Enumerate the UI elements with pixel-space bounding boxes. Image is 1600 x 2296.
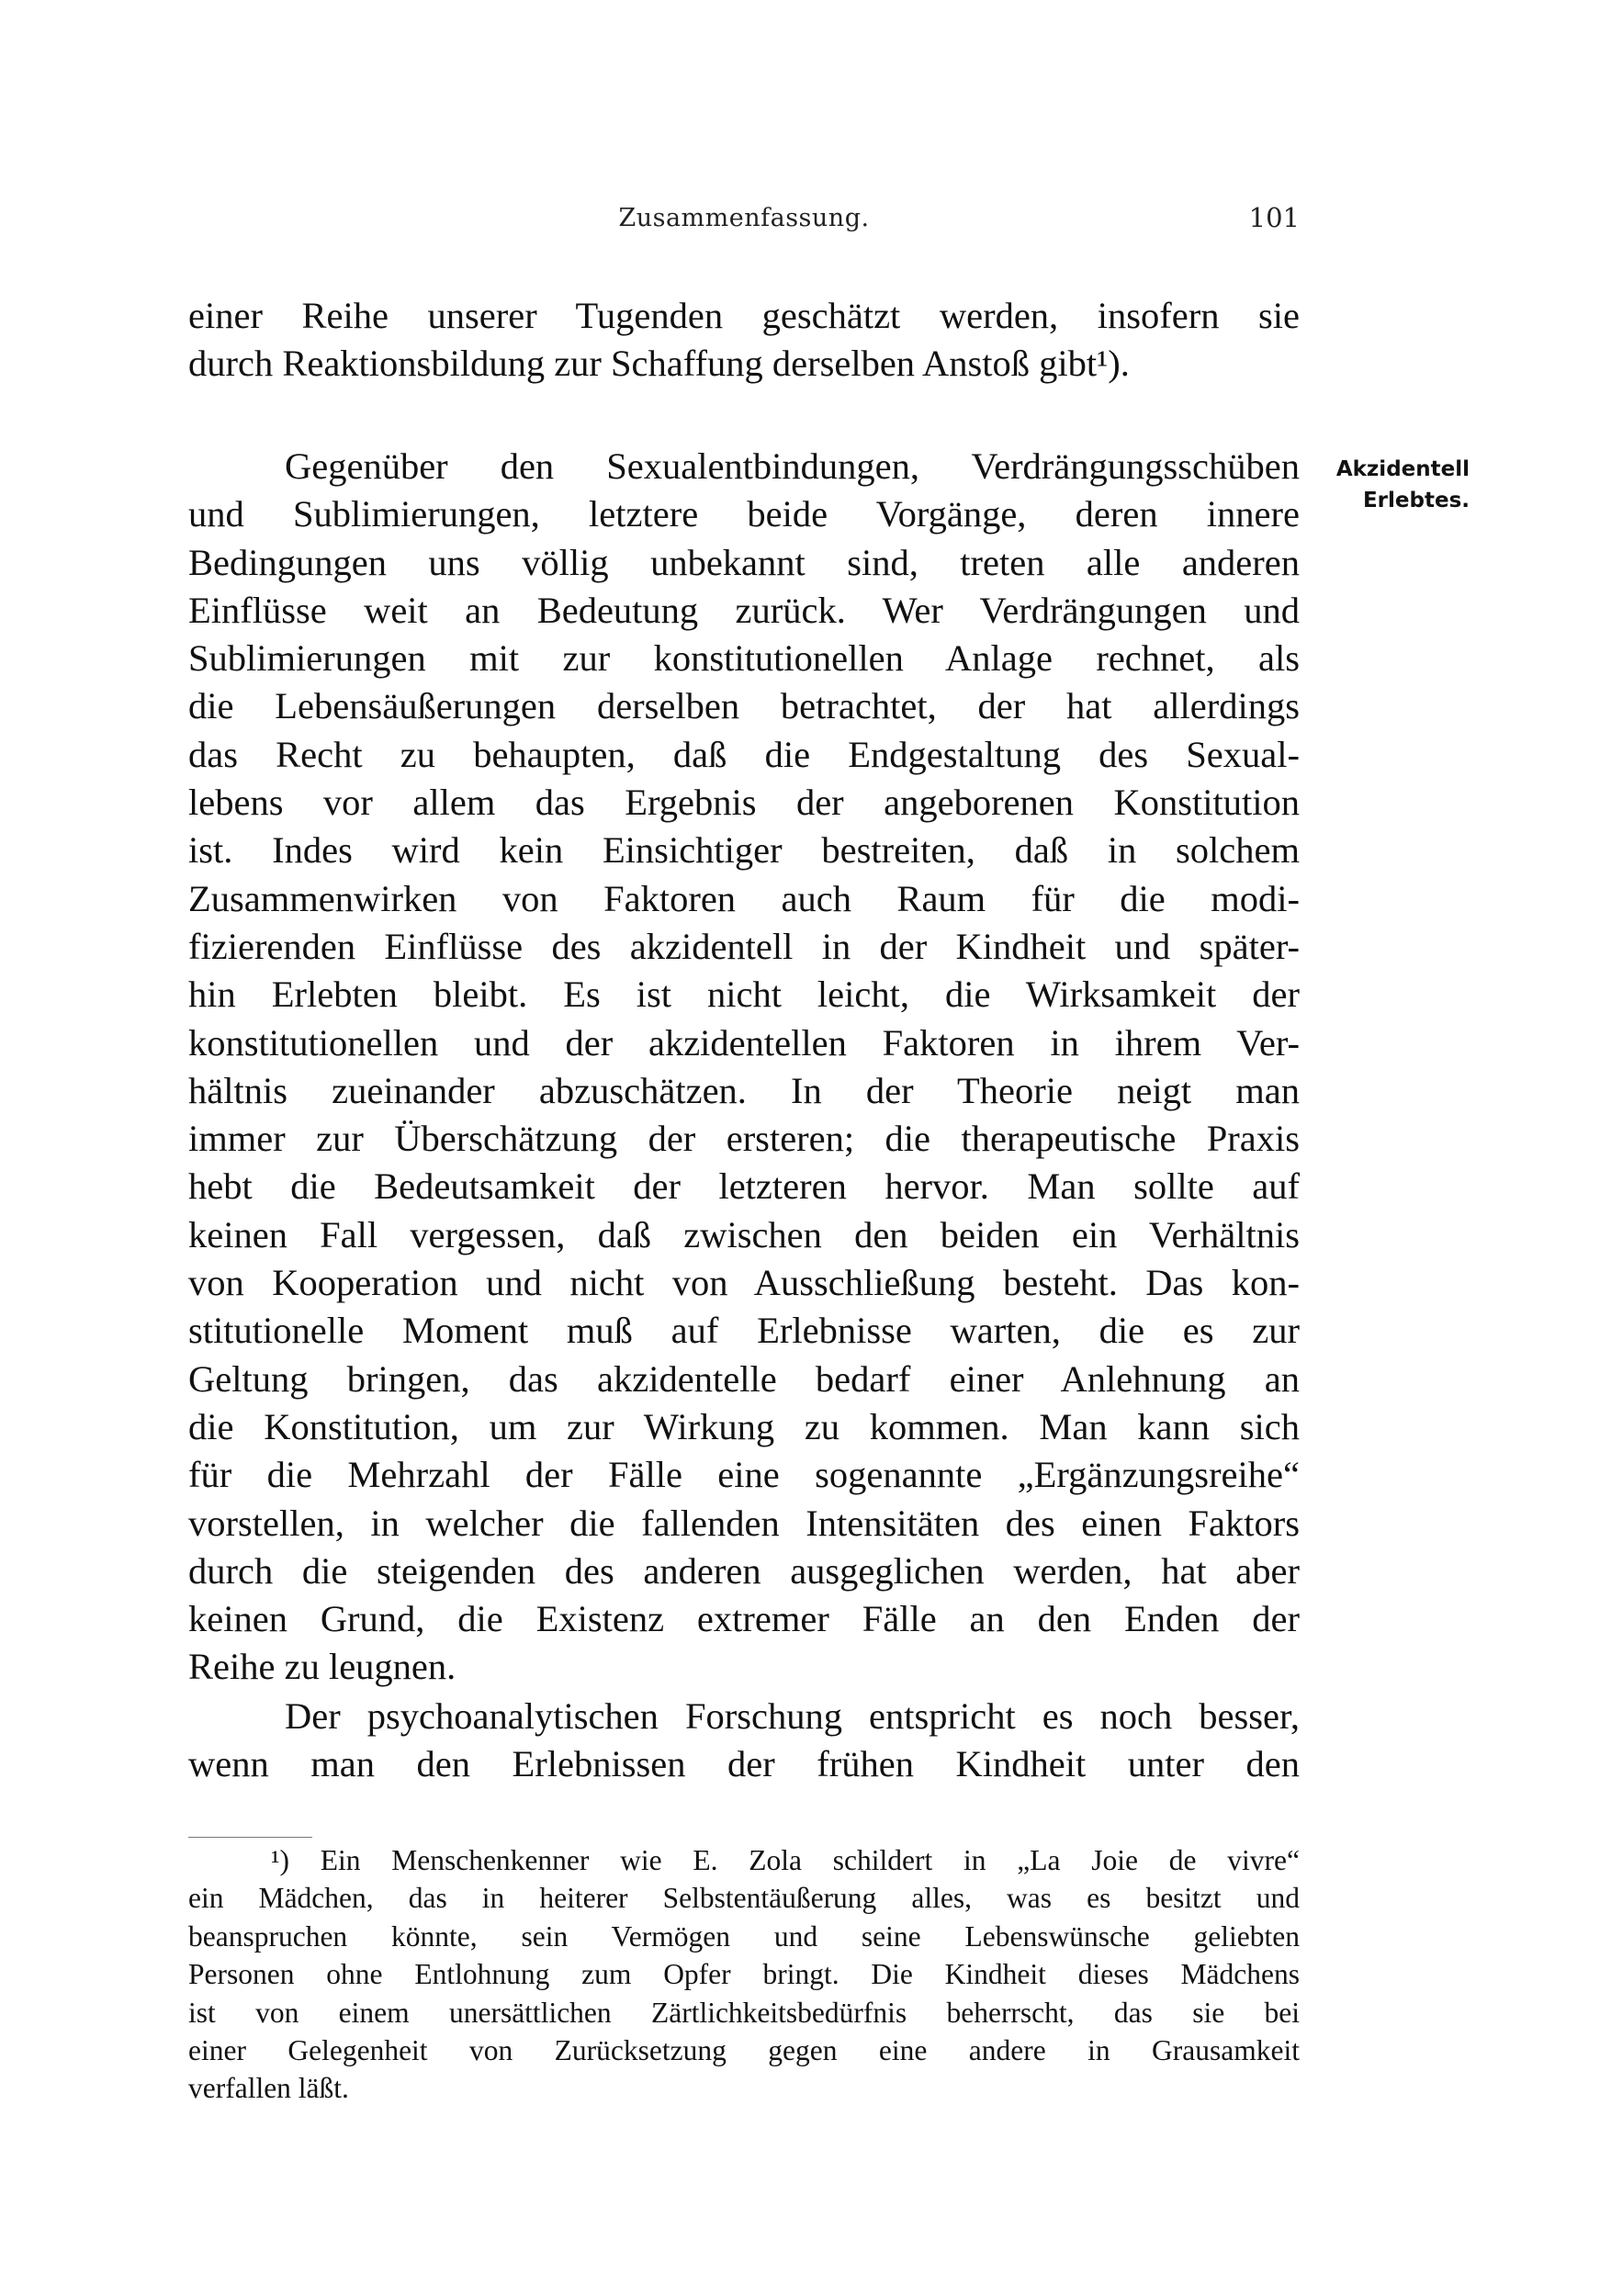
text-line: für die Mehrzahl der Fälle eine sogenannte „Ergänzungsreihe“ [188,1454,1300,1496]
text-line: Reihe zu leugnen. [188,1646,456,1688]
text-line: Der psychoanalytischen Forschung entspricht es noch besser, [285,1695,1300,1737]
text-line: stitutionelle Moment muß auf Erlebnisse warten, die es zur [188,1310,1300,1352]
paragraph-3 [188,1693,1300,1789]
paragraph-2 [188,443,1300,1692]
text-line: Gegenüber den Sexualentbindungen, Verdrängungsschüben [285,445,1300,487]
text-line: immer zur Überschätzung der ersteren; die therapeutische Praxis [188,1118,1300,1160]
text-line: Bedingungen uns völlig unbekannt sind, treten alle anderen [188,541,1300,583]
text-line: hebt die Bedeutsamkeit der letzteren hervor. Man sollte auf [188,1165,1300,1208]
text-line: das Recht zu behaupten, daß die Endgestaltung des Sexual- [188,733,1300,775]
text-line: durch Reaktionsbildung zur Schaffung derselben Anstoß gibt¹). [188,343,1130,385]
text-line: keinen Grund, die Existenz extremer Fälle an den Enden der [188,1598,1300,1640]
text-line: von Kooperation und nicht von Ausschließung besteht. Das kon- [188,1262,1300,1304]
margin-note-line: Akzidentell [1335,457,1470,481]
margin-note [1313,454,1470,516]
margin-note-line: Erlebtes. [1362,489,1470,512]
text-line: Sublimierungen mit zur konstitutionellen Anlage rechnet, als [188,637,1300,680]
page-number: 101 [1248,202,1300,233]
text-line: konstitutionellen und der akzidentellen Faktoren in ihrem Ver- [188,1021,1300,1064]
text-line: wenn man den Erlebnissen der frühen Kindheit unter den [188,1743,1300,1785]
text-line: Einflüsse weit an Bedeutung zurück. Wer Verdrängungen und [188,589,1300,631]
text-line: Geltung bringen, das akzidentelle bedarf einer Anlehnung an [188,1357,1300,1400]
text-line: hin Erlebten bleibt. Es ist nicht leicht, die Wirksamkeit der [188,974,1300,1016]
text-line: und Sublimierungen, letztere beide Vorgänge, deren innere [188,493,1300,535]
text-line: lebens vor allem das Ergebnis der angeborenen Konstitution [188,782,1300,824]
text-line: durch die steigenden des anderen ausgeglichen werden, hat aber [188,1549,1300,1592]
footnote-line: ist von einem unersättlichen Zärtlichkeitsbedürfnis beherrscht, das sie bei [188,1996,1300,2029]
footnote-line: einer Gelegenheit von Zurücksetzung gegen eine andere in Grausamkeit [188,2033,1300,2066]
footnote-line: verfallen läßt. [188,2072,349,2105]
text-line: vorstellen, in welcher die fallenden Intensitäten des einen Faktors [188,1502,1300,1544]
text-line: Zusammenwirken von Faktoren auch Raum für die modi- [188,877,1300,919]
paragraph-1 [188,292,1300,388]
footnote-rule [188,1837,312,1838]
text-line: ist. Indes wird kein Einsichtiger bestreiten, daß in solchem [188,829,1300,872]
text-line: hältnis zueinander abzuschätzen. In der Theorie neigt man [188,1069,1300,1111]
text-line: einer Reihe unserer Tugenden geschätzt werden, insofern sie [188,295,1300,336]
running-title: Zusammenfassung. [618,204,870,232]
text-line: fizierenden Einflüsse des akzidentell in der Kindheit und später- [188,925,1300,967]
footnote-line: ¹) Ein Menschenkenner wie E. Zola schildert in „La Joie de vivre“ [271,1844,1300,1876]
footnote [188,1841,1300,2108]
text-line: keinen Fall vergessen, daß zwischen den beiden ein Verhältnis [188,1213,1300,1255]
footnote-line: ein Mädchen, das in heiterer Selbstentäußerung alles, was es besitzt und [188,1882,1300,1915]
page-header [188,204,1300,241]
text-line: die Lebensäußerungen derselben betrachtet, der hat allerdings [188,685,1300,727]
footnote-line: Personen ohne Entlohnung zum Opfer bringt. Die Kindheit dieses Mädchens [188,1958,1300,1991]
footnote-line: beanspruchen könnte, sein Vermögen und seine Lebenswünsche geliebten [188,1919,1300,1953]
text-line: die Konstitution, um zur Wirkung zu kommen. Man kann sich [188,1405,1300,1447]
